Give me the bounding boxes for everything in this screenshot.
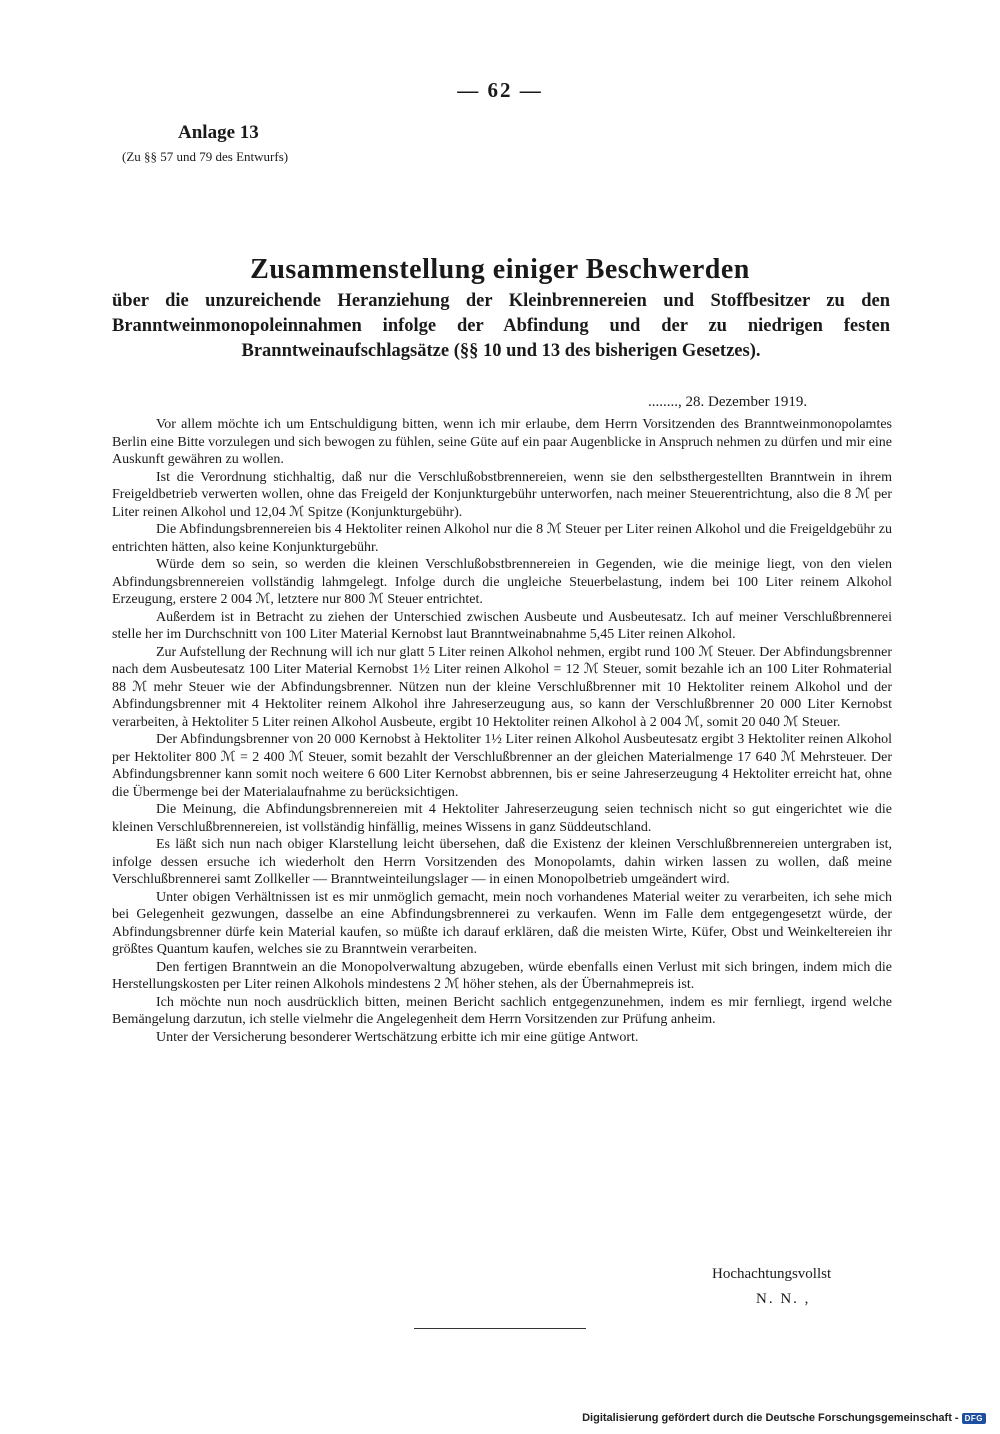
dfg-logo-icon: DFG: [962, 1413, 986, 1424]
digitization-footer: [582, 1412, 986, 1424]
paragraph: Würde dem so sein, so werden die kleinen Verschlußobstbrennereien in Gegenden, wie die meinige liegt, von den vielen Abfindungsbrennereien vollständig lahmgelegt. Infolge durch die ungleiche Steuerbelastung, indem bei 100 Liter reinem Alkohol Erzeugung, erstere 2 004 ℳ, letztere nur 800 ℳ Steuer entrichtet.: [112, 557, 892, 607]
paragraph: Ist die Verordnung stichhaltig, daß nur die Verschlußobstbrennereien, wenn sie den selbsthergestellten Branntwein in ihrem Freigeldbetrieb verwerten wollen, ohne das Freigeld der Konjunkturgebühr unterworfen, nach meiner Steuerentrichtung, also die 8 ℳ per Liter reinen Alkohol und 12,04 ℳ Spitze (Konjunkturgebühr).: [112, 469, 892, 520]
paragraph: Die Abfindungsbrennereien bis 4 Hektoliter reinen Alkohol nur die 8 ℳ Steuer per Liter reinen Alkohol und die Freigeldgebühr zu entrichten hätten, also keine Konjunkturgebühr.: [112, 522, 892, 555]
paragraph: Unter obigen Verhältnissen ist es mir unmöglich gemacht, mein noch vorhandenes Material weiter zu verarbeiten, ich sehe mich bei Gelegenheit gezwungen, dasselbe an eine Abfindungsbrennerei zu verkaufen. Wenn im Falle dem entgegengesetzt würde, der Abfindungsbrenner dürfe kein Material kaufen, so müßte ich darauf erklären, daß die meisten Wirte, Küfer, Obst und Weinkeltereien ihr größtes Quantum kaufen, welches sie zu Branntwein verarbeiten.: [112, 889, 892, 957]
paragraph: Unter der Versicherung besonderer Wertschätzung erbitte ich mir eine gütige Antwort.: [156, 1029, 639, 1045]
document-subtitle: über die unzureichende Heranziehung der Kleinbrennereien und Stoffbesitzer zu den Branntweinmonopoleinnahmen infolge der Abfindung und der zu niedrigen festen Branntweinaufschlagsätze (§§ 10 und 13 des bisherigen Gesetzes).: [112, 291, 890, 361]
paragraph: Ich möchte nun noch ausdrücklich bitten, meinen Bericht sachlich entgegenzunehmen, indem es mir fernliegt, irgend welche Bemängelung darzutun, ich stelle vielmehr die Angelegenheit dem Herrn Vorsitzenden zur Prüfung anheim.: [112, 994, 892, 1027]
document-title: Zusammenstellung einiger Beschwerden: [250, 254, 750, 285]
paragraph: Vor allem möchte ich um Entschuldigung bitten, wenn ich mir erlaube, dem Herrn Vorsitzenden des Branntweinmonopolamtes Berlin eine Bitte vorzulegen und sich bewogen zu fühlen, seine Güte auf ein paar Augenblicke in Anspruch nehmen zu dürfen und mir eine Auskunft gewähren zu wollen.: [112, 417, 892, 467]
footer-text: Digitalisierung gefördert durch die Deutsche Forschungsgemeinschaft -: [582, 1412, 959, 1424]
date-line: ........, 28. Dezember 1919.: [648, 394, 808, 410]
signature: N. N. ,: [756, 1291, 811, 1307]
closing-divider: [414, 1328, 586, 1329]
paragraph: Die Meinung, die Abfindungsbrennereien mit 4 Hektoliter Jahreserzeugung seien technisch nicht so gut eingerichtet wie die kleinen Verschlußbrennereien, ist vollständig hinfällig, meines Wissens in ganz Süddeutschland.: [112, 802, 892, 835]
paragraph: Der Abfindungsbrenner von 20 000 Kernobst à Hektoliter 1½ Liter reinen Alkohol Ausbeutesatz ergibt 3 Hektoliter reinen Alkohol per Hektoliter 800 ℳ = 2 400 ℳ Steuer, somit bezahlt der Verschlußbrenner an der gleichen Materialmenge 17 640 ℳ Mehrsteuer. Der Abfindungsbrenner kann somit noch weitere 6 600 Liter Kernobst abbrennen, bis er seine Jahreserzeugung 4 Hektoliter erreicht hat, ohne die Übermenge bei der Materialaufnahme zu berücksichtigen.: [112, 732, 892, 800]
letter-body: [112, 416, 892, 1046]
paragraph: Es läßt sich nun nach obiger Klarstellung leicht übersehen, daß die Existenz der kleinen Verschlußbrennereien untergraben ist, infolge dessen ersuche ich wiederholt den Herrn Vorsitzenden des Monopolamts, dahin wirken lassen zu wollen, daß meine Verschlußbrennerei samt Zollkeller — Branntweinteilungslager — in einen Monopolbetrieb umgeändert wird.: [112, 837, 892, 887]
paragraph: Den fertigen Branntwein an die Monopolverwaltung abzugeben, würde ebenfalls einen Verlust mit sich bringen, indem mich die Herstellungskosten per Liter reinen Alkohols mindestens 2 ℳ höher stehen, als der Übernahmepreis ist.: [112, 959, 892, 992]
annex-reference: (Zu §§ 57 und 79 des Entwurfs): [122, 149, 289, 164]
closing-salutation: Hochachtungsvollst: [712, 1266, 832, 1282]
annex-label: Anlage 13: [178, 122, 259, 143]
paragraph: Außerdem ist in Betracht zu ziehen der Unterschied zwischen Ausbeute und Ausbeutesatz. Ich auf meiner Verschlußbrennerei stelle her im Durchschnitt von 100 Liter Material Kernobst laut Branntweinabnahme 5,45 Liter reinen Alkohol.: [112, 609, 892, 642]
paragraph: Zur Aufstellung der Rechnung will ich nur glatt 5 Liter reinen Alkohol nehmen, ergibt rund 100 ℳ Steuer. Der Abfindungsbrenner nach dem Ausbeutesatz 100 Liter Material Kernobst 1½ Liter reinen Alkohol = 12 ℳ Steuer, somit bezahle ich an 100 Liter Rohmaterial 88 ℳ mehr Steuer wie der Abfindungsbrenner. Nützen nun der kleine Verschlußbrenner mit 10 Hektoliter reinem Alkohol und der Abfindungsbrenner mit 4 Hektoliter reinem Alkohol ihre Jahreserzeugung aus, so kann der Verschlußbrenner 20 000 Liter Kernobst verarbeiten, à Hektoliter 5 Liter reinen Alkohol Ausbeute, ergibt 10 Hektoliter reinen Alkohol à 2 004 ℳ, somit 20 040 ℳ Steuer.: [112, 644, 892, 730]
page-number: — 62 —: [457, 78, 543, 102]
